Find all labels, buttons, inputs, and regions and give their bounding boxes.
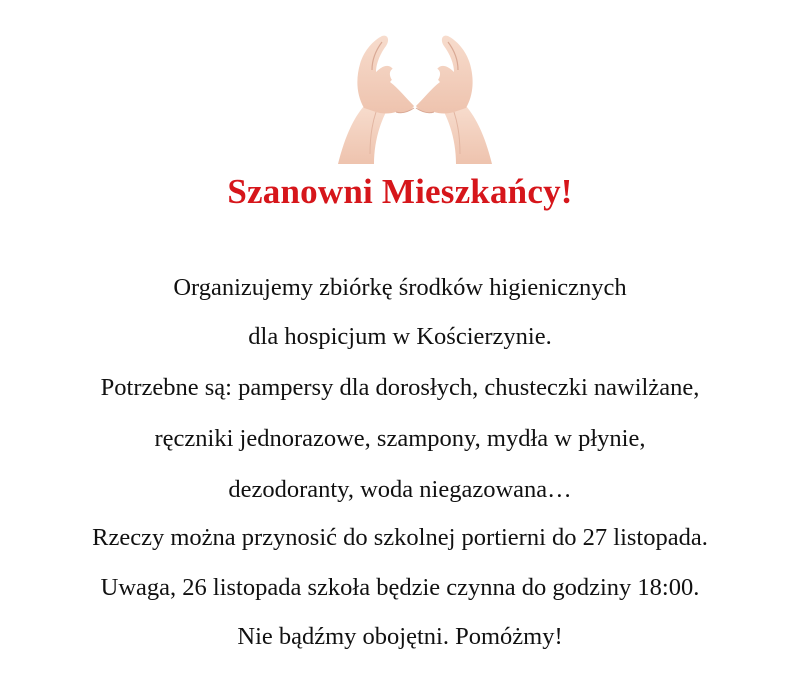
page-title: Szanowni Mieszkańcy! (227, 172, 573, 211)
text-line-6: Rzeczy można przynosić do szkolnej portierni do 27 listopada. (92, 524, 708, 551)
heart-hands-icon (330, 28, 500, 164)
text-line-3: Potrzebne są: pampersy dla dorosłych, chusteczki nawilżane, (100, 374, 700, 401)
text-line-1: Organizujemy zbiórkę środków higienicznych (173, 274, 627, 301)
text-line-2: dla hospicjum w Kościerzynie. (248, 323, 552, 350)
text-line-4: ręczniki jednorazowe, szampony, mydła w płynie, (154, 425, 646, 452)
text-line-5: dezodoranty, woda niegazowana… (228, 476, 572, 503)
text-line-8: Nie bądźmy obojętni. Pomóżmy! (237, 623, 563, 650)
text-line-7: Uwaga, 26 listopada szkoła będzie czynna do godziny 18:00. (100, 574, 700, 601)
